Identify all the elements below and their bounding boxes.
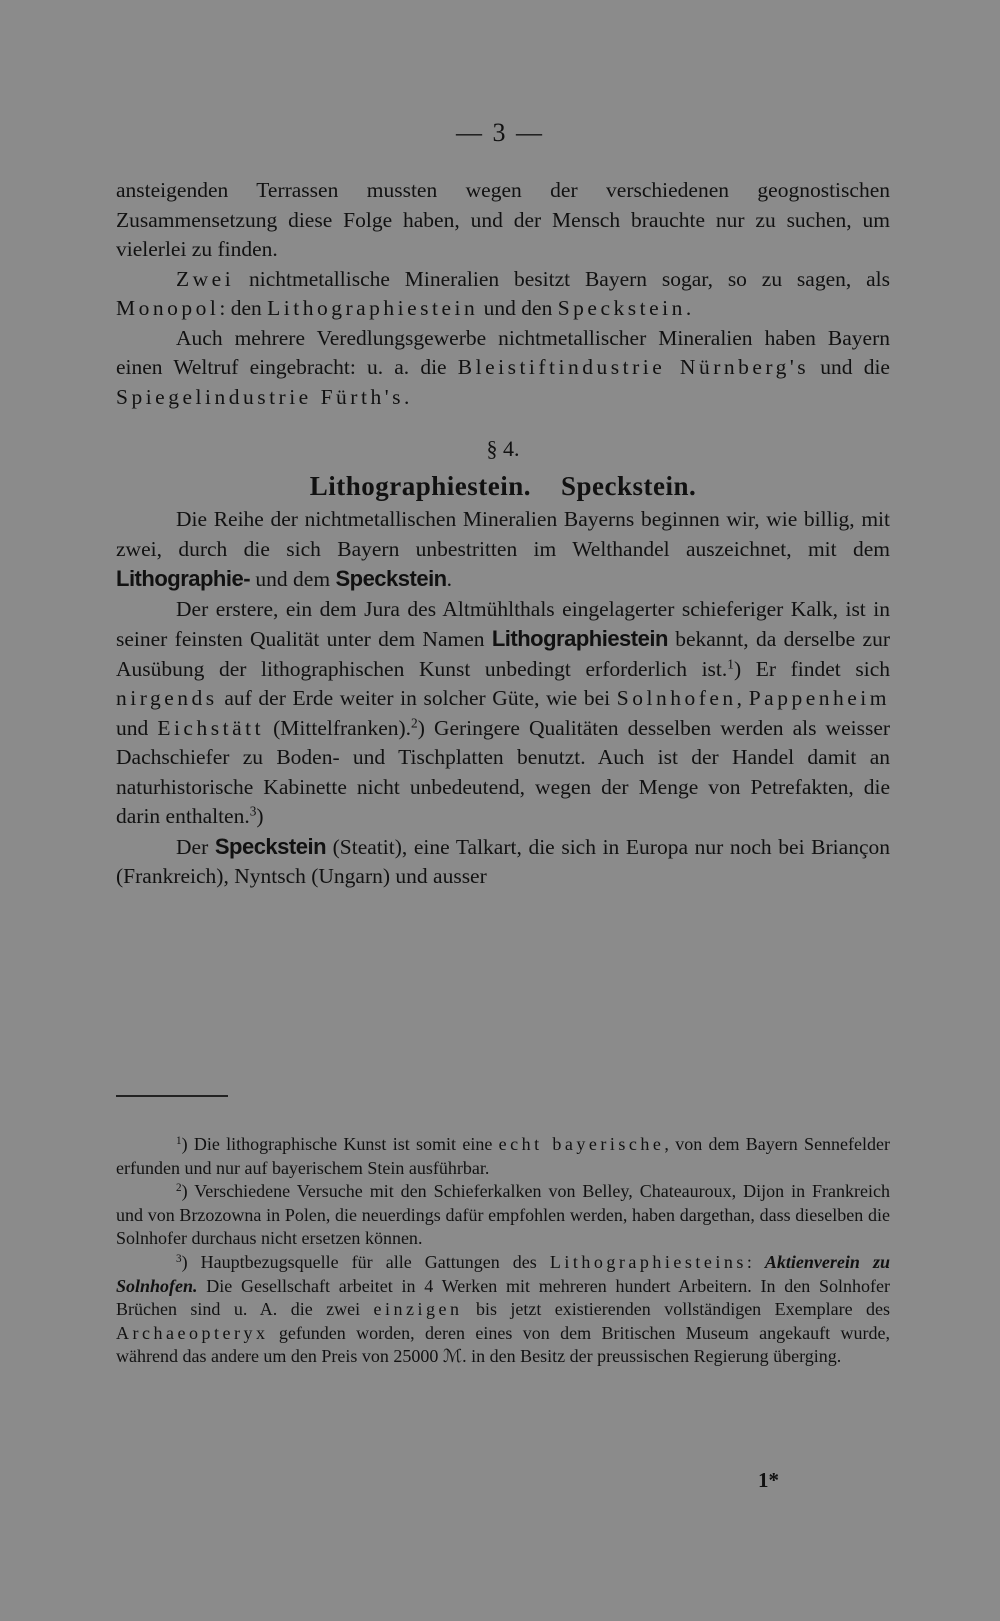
- paragraph-text: (Mittelfranken).: [264, 715, 412, 740]
- paragraph-text: .: [446, 567, 452, 591]
- footnote: [116, 1133, 890, 1180]
- paragraph-text: Auch mehrere Veredlungsgewerbe nichtmetallischer Mineralien haben Bayern einen Weltruf eingebracht: u. a. die: [116, 325, 890, 379]
- paragraph: [116, 595, 890, 832]
- paragraph-text: ) Er findet sich: [733, 656, 890, 681]
- footnote-text: ersetzen: [296, 1228, 365, 1249]
- body-text: [116, 176, 890, 892]
- paragraph-text: .: [685, 296, 692, 320]
- footnotes: [116, 1133, 890, 1369]
- footnote-marker: 1: [176, 1134, 182, 1147]
- spaced-text: Pappenheim: [748, 686, 891, 710]
- spaced-text: Archaeopteryx: [116, 1322, 269, 1343]
- spaced-text: Lithographiestein: [267, 296, 479, 320]
- footnote-text: bis jetzt existierenden vollständigen Exemplare des: [462, 1299, 890, 1320]
- spaced-text: Eichstätt: [157, 715, 265, 740]
- spaced-text: echt bayerische: [498, 1134, 665, 1154]
- emphasis-term: Lithographiestein: [491, 626, 668, 651]
- spaced-text: Solnhofen: [616, 686, 737, 710]
- emphasis-term: Speckstein: [214, 833, 327, 859]
- paragraph-text: und die: [809, 355, 890, 379]
- footnote-text: Die Gesellschaft arbeitet in 4 Werken mit mehreren hundert Arbeitern. In den Solnhofer Brüchen sind u. A. die zwei: [116, 1275, 890, 1320]
- paragraph-text: .: [403, 384, 410, 409]
- paragraph-text: bekannt, da derselbe zur Ausübung der lithographischen Kunst unbedingt erforderlich ist.: [116, 627, 890, 681]
- paragraph-text: und: [116, 715, 158, 740]
- footnote-ref: 3: [249, 803, 257, 819]
- page-number: — 3 —: [456, 118, 544, 147]
- spaced-text: Lithographiesteins: [549, 1251, 747, 1272]
- footnote-ref: 2: [411, 715, 418, 731]
- paragraph: [116, 176, 890, 265]
- paragraph: [116, 832, 890, 892]
- footnote-text: ) Hauptbezugsquelle für alle Gattungen des: [181, 1251, 550, 1272]
- paragraph-text: auf der Erde weiter in solcher Güte, wie bei: [217, 686, 617, 710]
- emphasis-term: Speckstein: [335, 566, 447, 591]
- paragraph-text: Der erstere, ein dem Jura des Altmühlthals eingelagerter schieferiger Kalk, ist in seiner feinsten Qualität unter dem Namen: [116, 596, 890, 651]
- footnote-text: :: [746, 1251, 765, 1272]
- company-name: Aktienverein zu Solnhofen.: [116, 1251, 890, 1296]
- spaced-text: Speckstein: [557, 296, 686, 320]
- paragraph-text: Die Reihe der nichtmetallischen Mineralien Bayerns beginnen wir, wie billig, mit zwei, durch die sich Bayern unbestritten im Welthandel auszeichnet, mit dem: [116, 507, 890, 561]
- paragraph: [116, 324, 890, 413]
- spaced-text: Zwei: [176, 266, 235, 291]
- spaced-text: Monopol: [116, 296, 220, 320]
- paragraph-text: und den: [478, 296, 558, 320]
- footnote-text: , von dem Bayern Sennefelder erfunden und nur auf bayerischem Stein ausführbar.: [116, 1134, 891, 1178]
- footnote-marker: 3: [176, 1252, 182, 1265]
- emphasis-term: Lithographie-: [116, 566, 251, 591]
- heading-lithographiestein: Lithographiestein.: [309, 470, 531, 501]
- spaced-text: nirgends: [116, 686, 218, 710]
- heading-speckstein: Speckstein.: [561, 470, 697, 501]
- signature-mark: 1*: [758, 1468, 779, 1492]
- paragraph-text: Der: [176, 834, 215, 859]
- section-heading: [116, 472, 890, 502]
- paragraph-text: ): [256, 804, 264, 828]
- section-number: § 4.: [486, 436, 520, 461]
- paragraph-text: und dem: [250, 567, 336, 591]
- footnote-text: können: [364, 1228, 418, 1249]
- footnote-text: ) Die lithographische Kunst ist somit eine: [181, 1134, 499, 1154]
- footnote-divider: [116, 1095, 228, 1097]
- paragraph-text: ,: [736, 686, 749, 710]
- footnote-text: ) Verschiedene Versuche mit den Schieferkalken von Belley, Chateauroux, Dijon in Frankreich und von Brzozowna in Polen, die neuerdings dafür empfohlen werden, haben dargethan, dass dieselben die Solnhofer durchaus: [116, 1181, 890, 1249]
- footnote: [116, 1180, 890, 1251]
- paragraph-text: nichtmetallische Mineralien besitzt Bayern sogar, so zu sagen, als: [234, 266, 890, 291]
- footnote-text: gefunden worden, deren eines von dem Britischen Museum angekauft wurde, während das andere um den Preis von 25000 ℳ. in den Besitz der preussischen Regierung überging.: [116, 1322, 890, 1367]
- spaced-text: einzigen: [373, 1299, 463, 1320]
- footnote-ref: 1: [727, 656, 734, 672]
- paragraph: [116, 505, 890, 595]
- paragraph-text: : den: [219, 296, 268, 320]
- paragraph: [116, 265, 890, 324]
- footnote-marker: 2: [176, 1182, 182, 1195]
- paragraph-text: ) Geringere Qualitäten desselben werden als weisser Dachschiefer zu Boden- und Tischplatten benutzt. Auch ist der Handel damit an naturhistorische Kabinette nicht unbedeutend, wegen der Menge von Petrefakten, die darin enthalten.: [116, 715, 891, 828]
- spaced-text: Spiegelindustrie Fürth's: [116, 384, 404, 409]
- paragraph-text: (Steatit), eine Talkart, die sich in Europa nur noch bei Briançon (Frankreich), Nyntsch (Ungarn) und ausser: [116, 834, 890, 888]
- footnote: [116, 1251, 890, 1369]
- footnote-text: .: [417, 1228, 423, 1249]
- spaced-text: Bleistiftindustrie Nürnberg's: [457, 355, 810, 379]
- paragraph-text: ansteigenden Terrassen mussten wegen der verschiedenen geognostischen Zusammensetzung diese Folge haben, und der Mensch brauchte nur zu suchen, um vielerlei zu finden.: [116, 178, 890, 261]
- footnote-text: nicht: [260, 1228, 297, 1249]
